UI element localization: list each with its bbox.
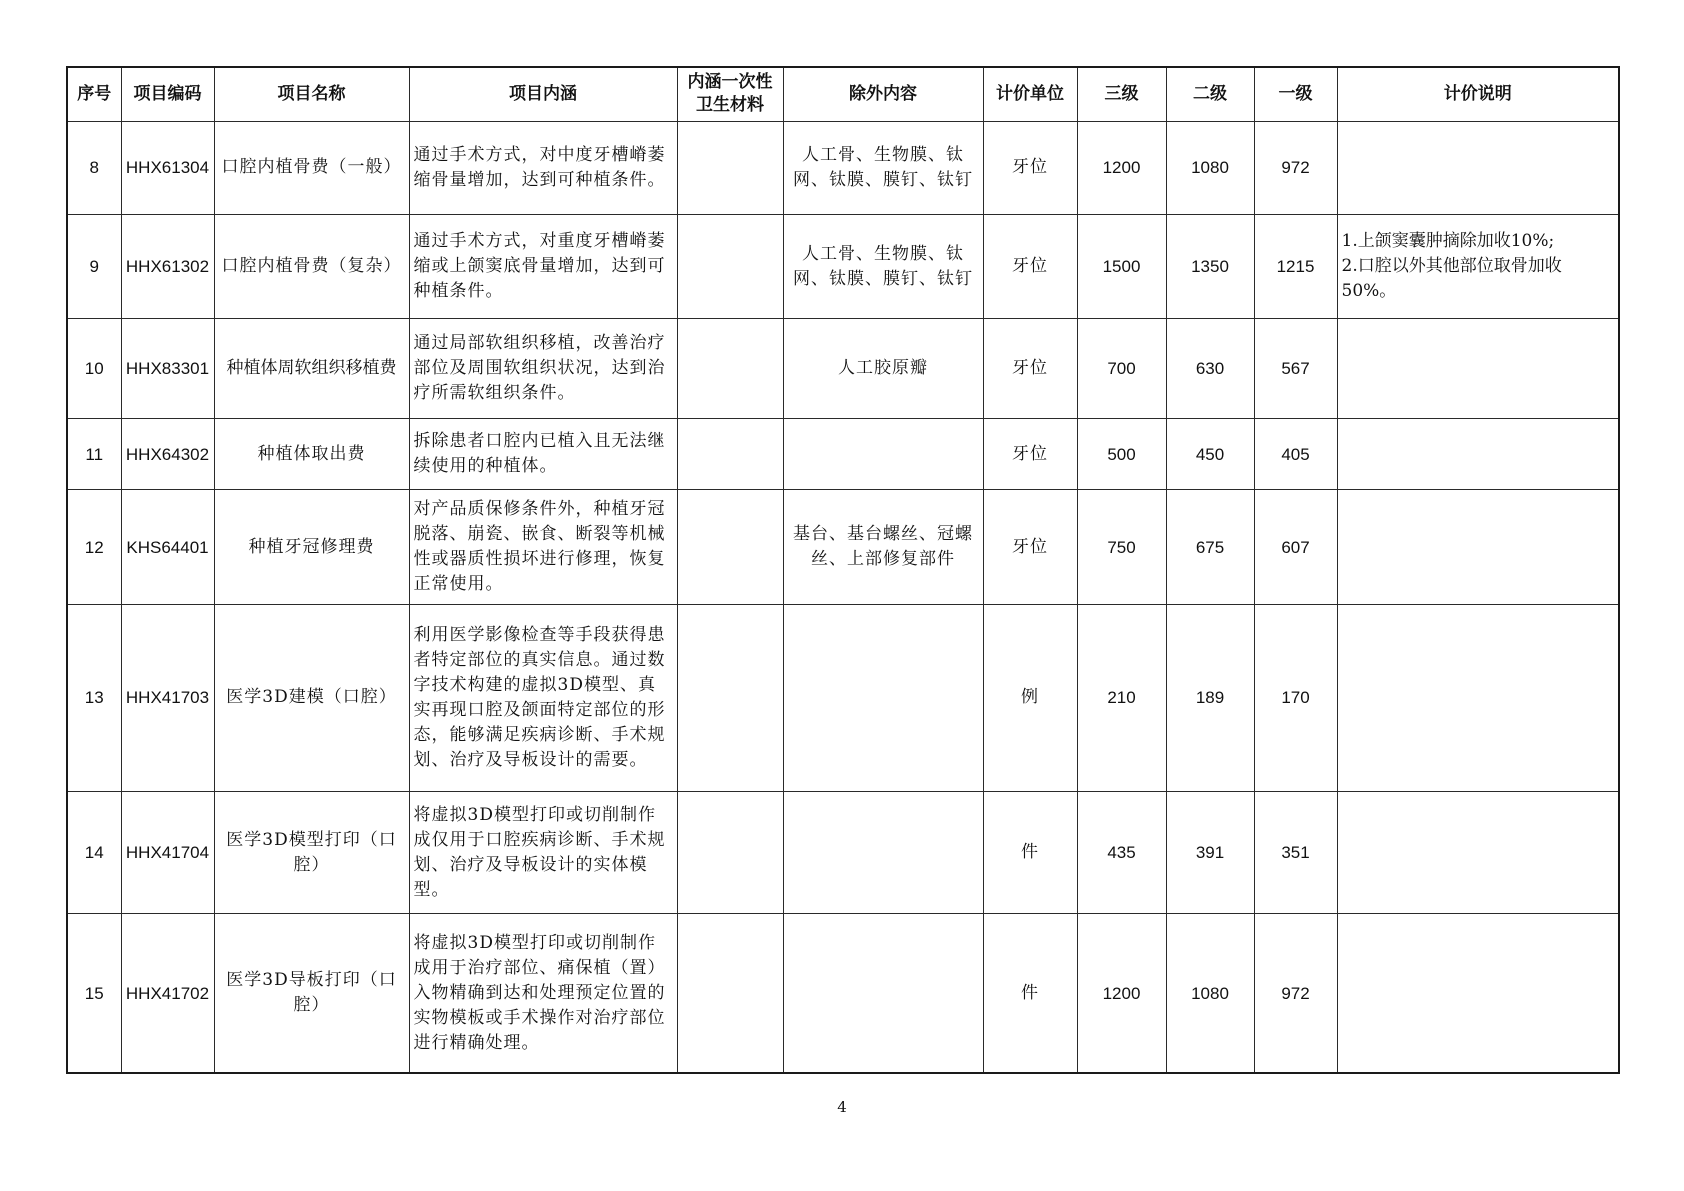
cell-index: 9 <box>67 215 121 319</box>
cell-exclusions: 人工骨、生物膜、钛网、钛膜、膜钉、钛钉 <box>783 215 983 319</box>
page-number: 4 <box>837 1098 847 1116</box>
table-row <box>67 121 1619 215</box>
cell-index: 8 <box>67 121 121 215</box>
cell-level3: 1500 <box>1077 215 1166 319</box>
cell-code: HHX64302 <box>121 419 214 490</box>
cell-level2: 1350 <box>1166 215 1254 319</box>
cell-name: 医学3D建模（口腔） <box>214 604 409 792</box>
cell-disposable <box>677 319 783 419</box>
header-index: 序号 <box>67 67 121 121</box>
cell-level2: 675 <box>1166 490 1254 604</box>
cell-name: 口腔内植骨费（一般） <box>214 121 409 215</box>
cell-code: HHX83301 <box>121 319 214 419</box>
header-disposable: 内涵一次性卫生材料 <box>677 67 783 121</box>
cell-level3: 500 <box>1077 419 1166 490</box>
cell-disposable <box>677 914 783 1073</box>
cell-code: KHS64401 <box>121 490 214 604</box>
cell-level3: 1200 <box>1077 121 1166 215</box>
cell-level2: 1080 <box>1166 121 1254 215</box>
cell-notes <box>1337 490 1619 604</box>
header-code: 项目编码 <box>121 67 214 121</box>
cell-disposable <box>677 121 783 215</box>
table-row <box>67 215 1619 319</box>
cell-exclusions: 人工胶原瓣 <box>783 319 983 419</box>
header-level2: 二级 <box>1166 67 1254 121</box>
cell-exclusions <box>783 914 983 1073</box>
cell-content: 对产品质保修条件外，种植牙冠脱落、崩瓷、嵌食、断裂等机械性或器质性损坏进行修理，恢复正常使用。 <box>409 490 677 604</box>
cell-level1: 567 <box>1254 319 1337 419</box>
cell-level3: 700 <box>1077 319 1166 419</box>
cell-level3: 1200 <box>1077 914 1166 1073</box>
cell-level1: 405 <box>1254 419 1337 490</box>
cell-level3: 750 <box>1077 490 1166 604</box>
cell-disposable <box>677 419 783 490</box>
cell-unit: 例 <box>983 604 1077 792</box>
cell-unit: 件 <box>983 792 1077 914</box>
cell-notes <box>1337 419 1619 490</box>
cell-code: HHX41702 <box>121 914 214 1073</box>
cell-level2: 630 <box>1166 319 1254 419</box>
cell-notes <box>1337 604 1619 792</box>
cell-name: 种植牙冠修理费 <box>214 490 409 604</box>
cell-name: 口腔内植骨费（复杂） <box>214 215 409 319</box>
cell-level3: 210 <box>1077 604 1166 792</box>
cell-name: 种植体取出费 <box>214 419 409 490</box>
cell-name: 医学3D导板打印（口腔） <box>214 914 409 1073</box>
cell-code: HHX41704 <box>121 792 214 914</box>
cell-unit: 牙位 <box>983 121 1077 215</box>
cell-level1: 170 <box>1254 604 1337 792</box>
header-unit: 计价单位 <box>983 67 1077 121</box>
cell-code: HHX61302 <box>121 215 214 319</box>
header-row <box>67 67 1619 121</box>
note-line: 1.上颌窦囊肿摘除加收10%; <box>1341 231 1555 252</box>
cell-index: 15 <box>67 914 121 1073</box>
header-notes: 计价说明 <box>1337 67 1619 121</box>
cell-level2: 1080 <box>1166 914 1254 1073</box>
cell-level2: 391 <box>1166 792 1254 914</box>
cell-exclusions: 人工骨、生物膜、钛网、钛膜、膜钉、钛钉 <box>783 121 983 215</box>
table-row <box>67 490 1619 604</box>
cell-level2: 189 <box>1166 604 1254 792</box>
cell-unit: 牙位 <box>983 319 1077 419</box>
table-row <box>67 604 1619 792</box>
cell-level1: 972 <box>1254 914 1337 1073</box>
cell-disposable <box>677 490 783 604</box>
cell-unit: 件 <box>983 914 1077 1073</box>
cell-name: 医学3D模型打印（口腔） <box>214 792 409 914</box>
cell-code: HHX41703 <box>121 604 214 792</box>
note-line: 2.口腔以外其他部位取骨加收50%。 <box>1341 256 1562 302</box>
cell-level3: 435 <box>1077 792 1166 914</box>
cell-level1: 607 <box>1254 490 1337 604</box>
cell-disposable <box>677 215 783 319</box>
cell-exclusions <box>783 604 983 792</box>
cell-level1: 1215 <box>1254 215 1337 319</box>
cell-name: 种植体周软组织移植费 <box>214 319 409 419</box>
cell-content: 通过手术方式，对重度牙槽嵴萎缩或上颌窦底骨量增加，达到可种植条件。 <box>409 215 677 319</box>
cell-index: 11 <box>67 419 121 490</box>
table-row <box>67 419 1619 490</box>
cell-notes <box>1337 914 1619 1073</box>
cell-disposable <box>677 604 783 792</box>
cell-index: 14 <box>67 792 121 914</box>
price-table-container <box>66 66 1618 1074</box>
cell-unit: 牙位 <box>983 490 1077 604</box>
header-level3: 三级 <box>1077 67 1166 121</box>
cell-level1: 351 <box>1254 792 1337 914</box>
price-table <box>66 66 1620 1074</box>
header-content: 项目内涵 <box>409 67 677 121</box>
cell-notes <box>1337 319 1619 419</box>
cell-content: 通过手术方式，对中度牙槽嵴萎缩骨量增加，达到可种植条件。 <box>409 121 677 215</box>
header-name: 项目名称 <box>214 67 409 121</box>
cell-exclusions <box>783 792 983 914</box>
cell-notes <box>1337 121 1619 215</box>
header-exclusions: 除外内容 <box>783 67 983 121</box>
cell-content: 利用医学影像检查等手段获得患者特定部位的真实信息。通过数字技术构建的虚拟3D模型、真实再现口腔及颌面特定部位的形态，能够满足疾病诊断、手术规划、治疗及导板设计的需要。 <box>409 604 677 792</box>
cell-code: HHX61304 <box>121 121 214 215</box>
cell-content: 拆除患者口腔内已植入且无法继续使用的种植体。 <box>409 419 677 490</box>
cell-index: 13 <box>67 604 121 792</box>
cell-notes <box>1337 792 1619 914</box>
table-row <box>67 319 1619 419</box>
cell-level1: 972 <box>1254 121 1337 215</box>
cell-level2: 450 <box>1166 419 1254 490</box>
header-level1: 一级 <box>1254 67 1337 121</box>
table-row <box>67 792 1619 914</box>
table-row <box>67 914 1619 1073</box>
cell-exclusions: 基台、基台螺丝、冠螺丝、上部修复部件 <box>783 490 983 604</box>
cell-exclusions <box>783 419 983 490</box>
cell-content: 将虚拟3D模型打印或切削制作成仅用于口腔疾病诊断、手术规划、治疗及导板设计的实体模型。 <box>409 792 677 914</box>
cell-disposable <box>677 792 783 914</box>
cell-unit: 牙位 <box>983 215 1077 319</box>
cell-content: 通过局部软组织移植，改善治疗部位及周围软组织状况，达到治疗所需软组织条件。 <box>409 319 677 419</box>
cell-index: 10 <box>67 319 121 419</box>
cell-index: 12 <box>67 490 121 604</box>
cell-unit: 牙位 <box>983 419 1077 490</box>
cell-notes <box>1337 215 1619 319</box>
cell-content: 将虚拟3D模型打印或切削制作成用于治疗部位、痛保植（置）入物精确到达和处理预定位置的实物模板或手术操作对治疗部位进行精确处理。 <box>409 914 677 1073</box>
